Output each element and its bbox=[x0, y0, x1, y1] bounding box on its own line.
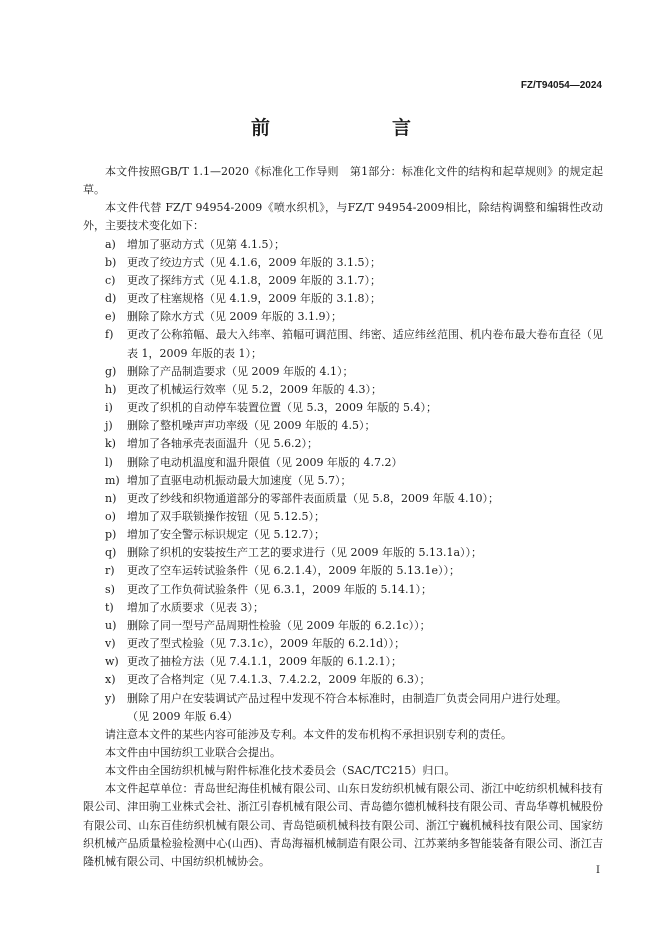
list-item-text bbox=[127, 508, 603, 526]
list-item-body: 删除了织机的安装按生产工艺的要求进行（见 2009 年版的 5.13.1a））； bbox=[127, 546, 483, 560]
list-item-marker: g) bbox=[105, 364, 117, 378]
list-item-text bbox=[127, 399, 603, 417]
list-item bbox=[83, 435, 603, 453]
list-item-body: 更改了织机的自动停车装置位置（见 5.3，2009 年版的 5.4）； bbox=[127, 401, 437, 415]
list-item-marker: r) bbox=[105, 564, 115, 578]
list-item bbox=[83, 562, 603, 580]
page-title: 前 言 bbox=[250, 117, 439, 139]
list-item-marker: i) bbox=[105, 401, 113, 415]
list-item-text bbox=[127, 671, 603, 689]
list-item-text bbox=[127, 236, 603, 254]
list-item bbox=[83, 363, 603, 381]
list-item-text bbox=[127, 562, 603, 580]
paragraph-committee: 本文件由全国纺织机械与附件标准化技术委员会（SAC/TC215）归口。 bbox=[105, 764, 456, 778]
list-item-marker: d) bbox=[105, 292, 117, 306]
list-item bbox=[83, 326, 603, 362]
list-item-body: 删除了用户在安装调试产品过程中发现不符合本标准时，由制造厂负责会同用户进行处理。 bbox=[127, 691, 567, 705]
list-item-body: 更改了空车运转试验条件（见 6.2.1.4），2009 年版的 5.13.1e））； bbox=[127, 564, 460, 578]
list-item bbox=[83, 399, 603, 417]
list-item-body: 更改了型式检验（见 7.3.1c），2009 年版的 6.2.1d））； bbox=[127, 637, 406, 651]
list-item bbox=[83, 581, 603, 599]
list-item-marker: o) bbox=[105, 509, 116, 523]
list-item-body: 更改了公称筘幅、最大入纬率、筘幅可调范围、纬密、适应纬丝范围、机内卷布最大卷布直径（见表 1，2009 年版的表 1）； bbox=[127, 328, 603, 360]
list-item-body: 更改了绞边方式（见 4.1.6，2009 年版的 3.1.5）； bbox=[127, 255, 381, 269]
list-item-marker: m) bbox=[105, 473, 120, 487]
list-item bbox=[83, 272, 603, 290]
list-item-body: 更改了机械运行效率（见 5.2，2009 年版的 4.3）； bbox=[127, 382, 382, 396]
list-item-body: 更改了工作负荷试验条件（见 6.3.1，2009 年版的 5.14.1）； bbox=[127, 582, 432, 596]
list-item bbox=[83, 671, 603, 689]
list-item-text bbox=[127, 254, 603, 272]
list-item-body: 更改了纱线和织物通道部分的零部件表面质量（见 5.8，2009 年版 4.10）； bbox=[127, 491, 499, 505]
list-item-text bbox=[127, 635, 603, 653]
list-item-body: 删除了整机噪声声功率级（见 2009 年版的 4.5）； bbox=[127, 419, 376, 433]
list-item bbox=[83, 653, 603, 671]
list-item-body: 增加了双手联锁操作按钮（见 5.12.5）； bbox=[127, 509, 325, 523]
paragraph-replacement: 本文件代替 FZ/T 94954-2009《喷水织机》，与FZ/T 94954-2009相比，除结构调整和编辑性改动外，主要技术变化如下： bbox=[83, 201, 603, 233]
list-item-body: 增加了驱动方式（见第 4.1.5）； bbox=[127, 237, 285, 251]
list-item-body: 删除了产品制造要求（见 2009 年版的 4.1）； bbox=[127, 364, 354, 378]
list-item-body: 删除了同一型号产品周期性检验（见 2009 年版的 6.2.1c））； bbox=[127, 618, 431, 632]
document-code: FZ/T94054—2024 bbox=[520, 80, 602, 91]
list-item-text bbox=[127, 417, 603, 435]
list-item bbox=[83, 290, 603, 308]
list-item bbox=[83, 544, 603, 562]
list-item-text bbox=[127, 690, 603, 726]
list-item-note: （见 2009 年版 6.4） bbox=[127, 709, 238, 723]
list-item-body: 增加了直驱电动机振动最大加速度（见 5.7）； bbox=[127, 473, 352, 487]
list-item-marker: s) bbox=[105, 582, 115, 596]
list-item-text bbox=[127, 435, 603, 453]
list-item bbox=[83, 381, 603, 399]
list-item-body: 更改了柱塞规格（见 4.1.9，2009 年版的 3.1.8）； bbox=[127, 292, 381, 306]
list-item-text bbox=[127, 490, 603, 508]
list-item bbox=[83, 690, 603, 726]
list-item bbox=[83, 526, 603, 544]
list-item-marker: y) bbox=[105, 691, 116, 705]
list-item-body: 更改了探纬方式（见 4.1.8，2009 年版的 3.1.7）； bbox=[127, 273, 381, 287]
list-item-marker: q) bbox=[105, 546, 117, 560]
list-item-marker: f) bbox=[105, 328, 114, 342]
list-item-body: 增加了水质要求（见表 3）； bbox=[127, 600, 264, 614]
list-item-marker: h) bbox=[105, 382, 117, 396]
list-item-text bbox=[127, 544, 603, 562]
list-item-marker: a) bbox=[105, 237, 116, 251]
list-item-text bbox=[127, 472, 603, 490]
list-item-marker: t) bbox=[105, 600, 114, 614]
list-item-text bbox=[127, 617, 603, 635]
paragraph-patent-notice: 请注意本文件的某些内容可能涉及专利。本文件的发布机构不承担识别专利的责任。 bbox=[105, 727, 512, 741]
list-item-body: 更改了合格判定（见 7.4.1.3、7.4.2.2，2009 年版的 6.3）； bbox=[127, 673, 431, 687]
list-item bbox=[83, 417, 603, 435]
list-item-text bbox=[127, 581, 603, 599]
list-item-text bbox=[127, 308, 603, 326]
list-item-text bbox=[127, 326, 603, 362]
list-item bbox=[83, 635, 603, 653]
list-item-marker: x) bbox=[105, 673, 116, 687]
list-item bbox=[83, 617, 603, 635]
list-item-body: 更改了抽检方法（见 7.4.1.1，2009 年版的 6.1.2.1）； bbox=[127, 655, 402, 669]
list-item-body: 删除了除水方式（见 2009 年版的 3.1.9）； bbox=[127, 310, 342, 324]
list-item-body: 增加了安全警示标识规定（见 5.12.7）； bbox=[127, 528, 325, 542]
list-item-marker: n) bbox=[105, 491, 117, 505]
document-body bbox=[83, 163, 603, 871]
list-item-text bbox=[127, 272, 603, 290]
list-item bbox=[83, 236, 603, 254]
page-number: I bbox=[596, 865, 600, 876]
paragraph-drafting-rules: 本文件按照GB/T 1.1—2020《标准化工作导则 第1部分：标准化文件的结构和起草规则》的规定起草。 bbox=[83, 165, 603, 197]
list-item bbox=[83, 508, 603, 526]
list-item-text bbox=[127, 599, 603, 617]
list-item-marker: l) bbox=[105, 455, 113, 469]
list-item bbox=[83, 599, 603, 617]
technical-changes-list bbox=[83, 236, 603, 726]
list-item-text bbox=[127, 381, 603, 399]
list-item-marker: c) bbox=[105, 273, 116, 287]
list-item-body: 增加了各轴承壳表面温升（见 5.6.2）； bbox=[127, 437, 318, 451]
paragraph-proposer: 本文件由中国纺织工业联合会提出。 bbox=[105, 746, 281, 759]
list-item-text bbox=[127, 454, 603, 472]
list-item bbox=[83, 308, 603, 326]
list-item-marker: e) bbox=[105, 310, 116, 324]
list-item-text bbox=[127, 363, 603, 381]
list-item-marker: b) bbox=[105, 255, 117, 269]
paragraph-drafting-units: 本文件起草单位：青岛世纪海佳机械有限公司、山东日发纺织机械有限公司、浙江中屹纺织机械科技有限公司、津田驹工业株式会社、浙江引春机械有限公司、青岛德尔德机械科技有限公司、青岛华尊机械股份有限公司、山东百佳纺织机械有限公司、青岛铠硕机械科技有限公司、浙江宁巍机械科技有限公司、国家纺织机械产品质量检验检测中心(山西)、青岛海福机械制造有限公司、江苏莱纳多智能装备有限公司、浙江吉隆机械有限公司、中国纺织机械协会。 bbox=[83, 782, 603, 868]
list-item-body: 删除了电动机温度和温升限值（见 2009 年版的 4.7.2） bbox=[127, 455, 403, 469]
list-item bbox=[83, 254, 603, 272]
list-item-marker: p) bbox=[105, 528, 117, 542]
list-item bbox=[83, 490, 603, 508]
list-item-text bbox=[127, 290, 603, 308]
list-item-marker: w) bbox=[105, 655, 119, 669]
list-item bbox=[83, 472, 603, 490]
list-item-marker: v) bbox=[105, 637, 116, 651]
list-item-marker: k) bbox=[105, 437, 116, 451]
list-item bbox=[83, 454, 603, 472]
list-item-marker: j) bbox=[105, 419, 113, 433]
list-item-text bbox=[127, 653, 603, 671]
list-item-marker: u) bbox=[105, 618, 117, 632]
list-item-text bbox=[127, 526, 603, 544]
